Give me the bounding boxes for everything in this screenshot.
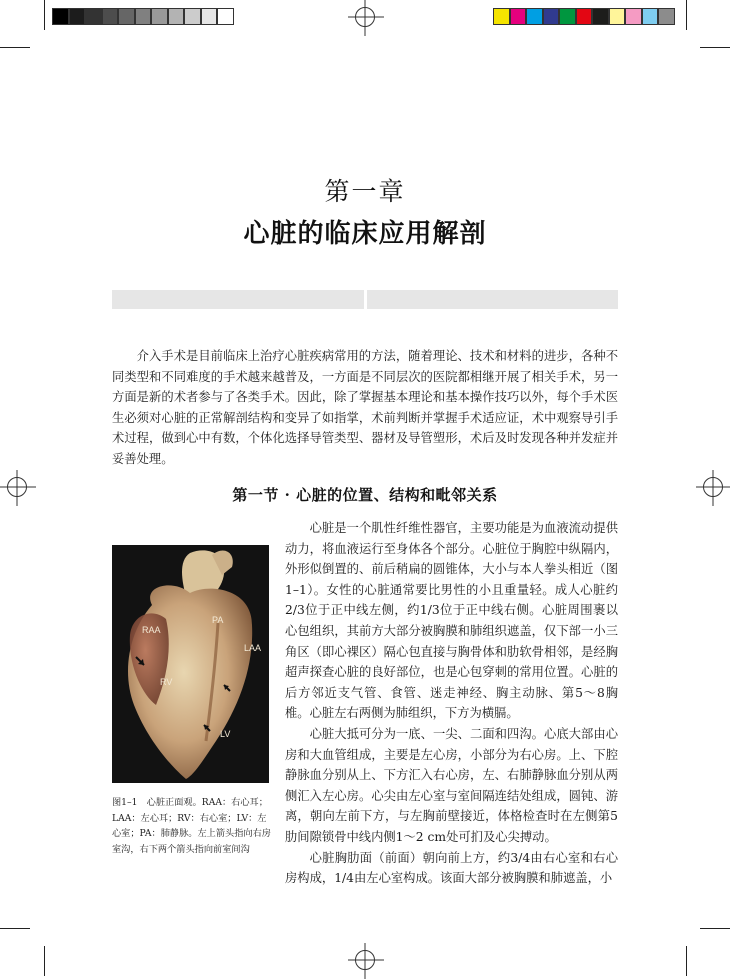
process-color-swatch [543, 8, 560, 25]
label-raa: RAA [142, 625, 161, 635]
body-paragraph-2: 心脏大抵可分为一底、一尖、二面和四沟。心底大部由心房和大血管组成，主要是左心房，小部分为右心房。上、下腔静脉血分别从上、下方汇入右心房，左、右肺静脉血分别从两侧汇入左心房。心尖由左心室与室间隔连结处组成，圆钝、游离，朝向左前下方，与左胸前壁接近，体格检查时在左侧第5肋间隙锁骨中线内侧1～2 cm处可扪及心尖搏动。 [285, 726, 618, 844]
body-paragraph-3: 心脏胸肋面（前面）朝向前上方，约3/4由右心室和右心房构成，1/4由左心室构成。该面大部分被胸膜和肺遮盖，小 [285, 850, 618, 886]
heart-illustration [112, 545, 269, 783]
grayscale-swatch [85, 8, 102, 25]
heart-anterior-photo [112, 545, 269, 783]
grayscale-swatch [168, 8, 185, 25]
process-color-swatch [592, 8, 609, 25]
grayscale-swatch [102, 8, 119, 25]
grayscale-swatch [201, 8, 218, 25]
label-laa: LAA [244, 643, 262, 653]
crop-mark [44, 0, 45, 30]
crop-mark [0, 928, 30, 929]
process-color-swatch [510, 8, 527, 25]
figure-caption: 图1–1 心脏正面观。RAA：右心耳；LAA：左心耳；RV：右心室；LV：左心室；PA：肺静脉。左上箭头指向右房室沟，右下两个箭头指向前室间沟 [112, 797, 271, 855]
chapter-title: 心脏的临床应用解剖 [243, 219, 487, 249]
crop-mark [0, 47, 30, 48]
body-text-column [285, 518, 618, 889]
grayscale-color-bar [52, 8, 234, 25]
process-color-swatch [576, 8, 593, 25]
crop-mark [44, 946, 45, 976]
registration-mark-top [355, 7, 375, 27]
crop-mark [686, 946, 687, 976]
grayscale-swatch [151, 8, 168, 25]
process-color-swatch [625, 8, 642, 25]
crop-mark [686, 0, 687, 30]
grayscale-swatch [135, 8, 152, 25]
label-rv: RV [160, 677, 173, 687]
process-color-swatch [642, 8, 659, 25]
crop-mark [700, 928, 730, 929]
grayscale-swatch [184, 8, 201, 25]
intro-paragraph: 介入手术是目前临床上治疗心脏疾病常用的方法，随着理论、技术和材料的进步，各种不同类型和不同难度的手术越来越普及，一方面是不同层次的医院都相继开展了相关手术，另一方面是新的术者参与了各类手术。因此，除了掌握基本理论和基本操作技巧以外，每个手术医生必须对心脏的正常解剖结构和变异了如指掌，术前判断并掌握手术适应证，术中观察导引手术过程，做到心中有数，个体化选择导管类型、器材及导管塑形，术后及时发现各种并发症并妥善处理。 [112, 349, 618, 466]
label-lv: LV [220, 729, 231, 739]
grayscale-swatch [118, 8, 135, 25]
process-color-swatch [526, 8, 543, 25]
grayscale-swatch [217, 8, 234, 25]
body-paragraph-1: 心脏是一个肌性纤维性器官，主要功能是为血液流动提供动力，将血液运行至身体各个部分。心脏位于胸腔中纵隔内，外形似倒置的、前后稍扁的圆锥体，大小与本人拳头相近（图1–1）。女性的心脏通常要比男性的小且重量轻。成人心脏约2/3位于正中线左侧，约1/3位于正中线右侧。心脏周围裹以心包组织，其前方大部分被胸膜和肺组织遮盖，仅下部一小三角区（即心裸区）隔心包直接与胸骨体和肋软骨相邻，是经胸超声探查心脏的良好部位，也是心包穿刺的常用位置。心脏的后方邻近支气管、食管、迷走神经、胸主动脉、第5～8胸椎。心脏左右两侧为肺组织，下方为横膈。 [285, 521, 618, 721]
decorative-band-right [367, 290, 618, 309]
decorative-band-left [112, 290, 364, 309]
crop-mark [700, 47, 730, 48]
process-color-swatch [658, 8, 675, 25]
registration-mark-bottom [355, 950, 375, 970]
process-color-bar [493, 8, 675, 25]
label-pa: PA [212, 615, 224, 625]
section-title: 第一节 · 心脏的位置、结构和毗邻关系 [232, 486, 498, 504]
process-color-swatch [609, 8, 626, 25]
process-color-swatch [493, 8, 510, 25]
process-color-swatch [559, 8, 576, 25]
chapter-number: 第一章 [324, 177, 406, 206]
grayscale-swatch [52, 8, 69, 25]
grayscale-swatch [69, 8, 86, 25]
